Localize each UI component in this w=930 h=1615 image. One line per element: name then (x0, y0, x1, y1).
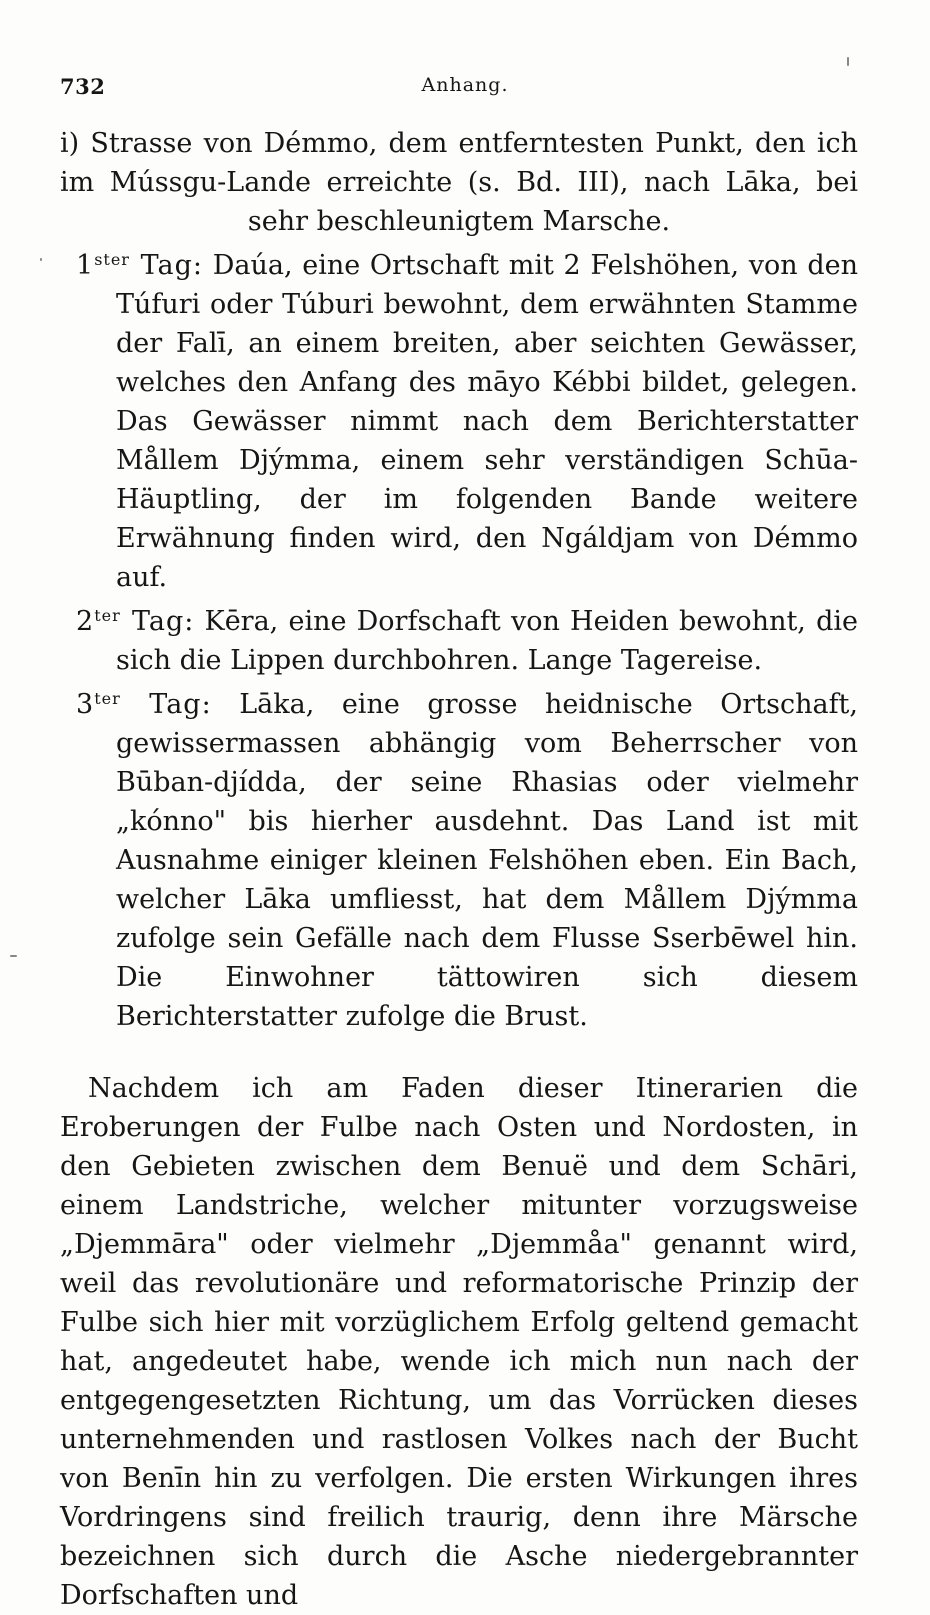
page-number: 732 (60, 74, 106, 99)
day-text: Daúa, eine Ortschaft mit 2 Felshöhen, von den Túfuri oder Túburi bewohnt, dem erwähnten Stamme der Falī, an einem breiten, aber seichten Gewässer, welches den Anfang des māyo Kébbi bildet, gelegen. Das Gewässer nimmt nach dem Berichterstatter Mållem Djýmma, einem sehr verständigen Schūa-Häuptling, der im folgenden Bande weitere Erwähnung finden wird, den Ngáldjam von Démmo auf. (116, 250, 858, 593)
print-speck (847, 57, 849, 66)
page-header (60, 74, 860, 104)
day-text: Kēra, eine Dorfschaft von Heiden bewohnt, die sich die Lippen durchbohren. Lange Tagereise. (116, 606, 858, 676)
day-text: Lāka, eine grosse heidnische Ortschaft, gewissermassen abhängig vom Beherrscher von Būban-djídda, der seine Rhasias oder vielmehr „kónno" bis hierher ausdehnt. Das Land ist mit Ausnahme einiger kleinen Felshöhen eben. Ein Bach, welcher Lāka umfliesst, hat dem Mållem Djýmma zufolge sein Gefälle nach dem Flusse Sserbēwel hin. Die Einwohner tättowiren sich diesem Berichterstatter zufolge die Brust. (116, 689, 858, 1032)
day-label: $1^{ster}$ Tag: (76, 250, 204, 281)
day-label: $3^{ter}$ Tag: (76, 689, 212, 720)
body-text (60, 124, 858, 1615)
route-title: i) Strasse von Démmo, dem entferntesten Punkt, den ich im Mússgu-Lande erreichte (s. Bd. III), nach Lāka, bei sehr beschleunigtem Marsche. (60, 128, 858, 237)
print-speck (40, 258, 42, 261)
running-head: Anhang. (421, 74, 509, 96)
day-entry-3 (60, 685, 858, 1036)
day-entry-2 (60, 602, 858, 680)
day-entry-1 (60, 246, 858, 597)
day-label: $2^{ter}$ Tag: (76, 606, 195, 637)
print-speck (10, 955, 17, 957)
narrative-paragraph: Nachdem ich am Faden dieser Itinerarien die Eroberungen der Fulbe nach Osten und Nordosten, in den Gebieten zwischen dem Benuë und dem Schāri, einem Landstriche, welcher mitunter vorzugsweise „Djemmāra" oder vielmehr „Djemmåa" genannt wird, weil das revolutionäre und reformatorische Prinzip der Fulbe sich hier mit vorzüglichem Erfolg geltend gemacht hat, angedeutet habe, wende ich mich nun nach der entgegengesetzten Richtung, um das Vorrücken dieses unternehmenden und rastlosen Volkes nach der Bucht von Benīn hin zu verfolgen. Die ersten Wirkungen ihres Vordringens sind freilich traurig, denn ihre Märsche bezeichnen sich durch die Asche niedergebrannter Dorfschaften und (60, 1073, 858, 1611)
